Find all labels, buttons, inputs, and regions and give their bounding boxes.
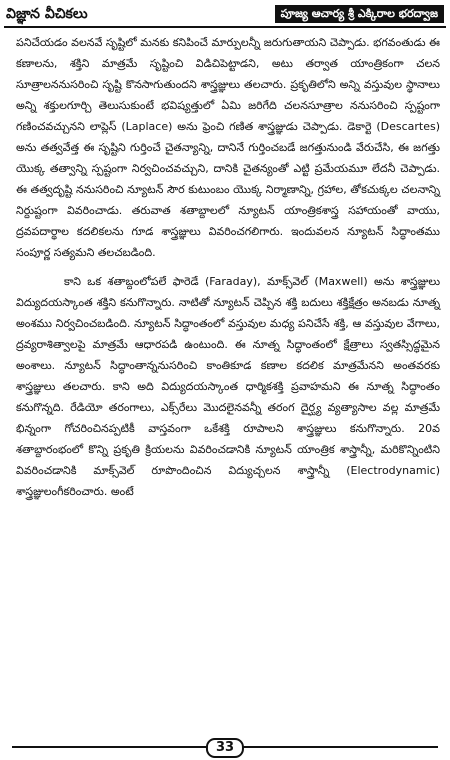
- running-header: [4, 4, 446, 28]
- page-number: 33: [206, 738, 244, 758]
- paragraph: కాని ఒక శతాబ్దంలోపలే ఫారెడే (Faraday), మాక్స్‌వెల్ (Maxwell) అను శాస్త్రజ్ఞులు విద్యుదయస్కాంత శక్తిని కనుగొన్నారు. నాటితో న్యూటన్ చెప్పిన శక్తి బదులు శక్తిక్షేత్రం అనబడు నూత్న అంశము నిర్వచించబడింది. న్యూటన్ సిద్ధాంతంలో వస్తువుల మధ్య పనిచేసే శక్తి, ఆ వస్తువుల వేగాలు, ద్రవ్యరాశిత్వాలపై మాత్రమే ఆధారపడి ఉంటుంది. ఈ నూత్న సిద్ధాంతంలో క్షేత్రాలు స్వతస్సిద్ధమైన అంశాలు. న్యూటన్ సిద్ధాంతాన్ననుసరించి కాంతికూడ కణాల కదలిక మాత్రమేనని అంతవరకు శాస్త్రజ్ఞులు తలచారు. కాని అది విద్యుదయస్కాంత ధార్మికశక్తి ప్రవాహమని ఈ నూత్న సిద్ధాంతం కనుగొన్నది. రేడియో తరంగాలు, ఎక్స్‌రేలు మొదలైనవన్నీ తరంగ దైర్ఘ్య వ్యత్యాసాల వల్ల మాత్రమే భిన్నంగా గోచరించినప్పటికీ వాస్తవంగా ఒకేశక్తి రూపాలని శాస్త్రజ్ఞులు కనుగొన్నారు. 20వ శతాబ్దారంభంలో కొన్ని ప్రకృతి క్రియలను వివరించడానికి న్యూటన్ యాంత్రిక శాస్త్రాన్నీ, మరికొన్నింటిని వివరించడానికి మాక్స్‌వెల్ రూపొందించిన విద్యుచ్చలన శాస్త్రాన్నీ (Electrodynamic) శాస్త్రజ్ఞులంగీకరించారు. అంటే: [16, 275, 440, 498]
- book-title: విజ్ఞాన వీచికలు: [6, 6, 88, 22]
- page-footer: [12, 738, 438, 756]
- author-banner: పూజ్య ఆచార్య శ్రీ ఎక్కిరాల భరద్వాజ: [275, 5, 444, 23]
- paragraph: పనిచేయడం వలనవే సృష్టిలో మనకు కనిపించే మార్పులన్నీ జరుగుతాయని చెప్పాడు. భగవంతుడు ఈ కణాలను, శక్తిని మాత్రమే సృష్టించి విడిచిపెట్టాడని, అటు తర్వాత యాంత్రికంగా చలన సూత్రాలననుసరించి సృష్టి కొనసాగుతుందని శాస్త్రజ్ఞులు తలచారు. ప్రకృతిలోని అన్ని వస్తువుల స్థానాలు అన్ని శక్తులగూర్చి తెలుసుకుంటే భవిష్యత్తులో ఏమి జరిగేది చలనసూత్రాల ననుసరించి స్పష్టంగా గణించవచ్చునని లాప్లెస్ (Laplace) అను ఫ్రెంచి గణిత శాస్త్రజ్ఞుడు చెప్పాడు. డెకార్టె (Descartes) అను తత్వవేత్త ఈ సృష్టిని గుర్తించే చైతన్యాన్ని, దానినే గుర్తించబడే జగత్తునుండి వేరుచేసి, ఈ జగత్తు యొక్క తత్వాన్ని స్పష్టంగా నిర్వచించవచ్చుని, దానికి చైతన్యంతో ఎట్టి ప్రమేయమూ లేదనీ చెప్పాడు. ఈ తత్వదృష్టి ననుసరించి న్యూటన్ సౌర కుటుంబం యొక్క నిర్మాణాన్ని, గ్రహాల, తోకచుక్కల చలనాన్ని నిర్దుష్టంగా వివరించాడు. తరువాత శతాబ్దాలలో న్యూటన్ యాంత్రికశాస్త్ర సహాయంతో వాయు, ద్రవపదార్థాల కదలికలను గూడ శాస్త్రజ్ఞులు వివరించగలిగారు. ఇందువలన న్యూటన్ సిద్ధాంతము సంపూర్ణ సత్యమని తలచబడింది.: [16, 36, 440, 259]
- body-text: [16, 32, 440, 508]
